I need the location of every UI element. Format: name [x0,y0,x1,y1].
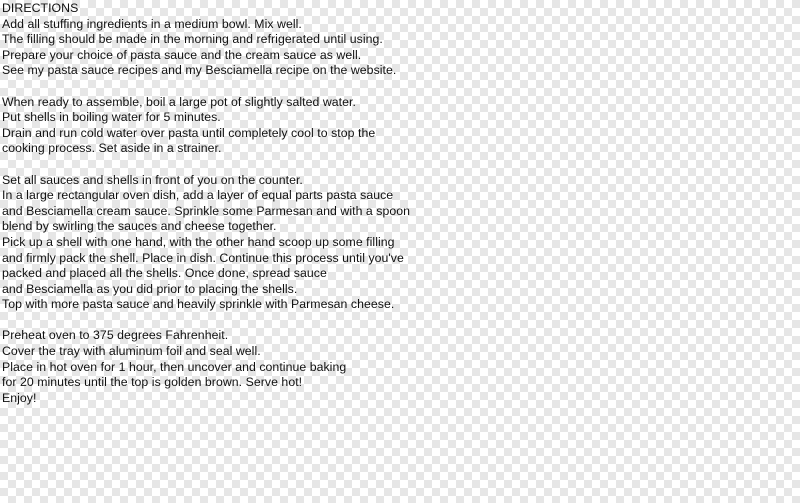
paragraph-bake [2,328,792,406]
text-line: Set all sauces and shells in front of you on the counter. [2,172,303,187]
text-line: When ready to assemble, boil a large pot of slightly salted water. [2,94,356,109]
paragraph-spacer [2,313,792,329]
text-line: Cover the tray with aluminum foil and seal well. [2,344,261,359]
text-line: Drain and run cold water over pasta until completely cool to stop the [2,125,376,140]
paragraph-spacer [2,157,792,173]
text-line: Put shells in boiling water for 5 minutes. [2,110,221,125]
text-line: In a large rectangular oven dish, add a layer of equal parts pasta sauce [2,188,394,203]
text-line: cooking process. Set aside in a strainer. [2,141,222,156]
paragraph-stuffing [2,17,792,79]
text-line: and Besciamella as you did prior to placing the shells. [2,281,298,296]
paragraph-boil-shells [2,95,792,157]
text-line: The filling should be made in the morning and refrigerated until using. [2,32,383,47]
text-line: Enjoy! [2,390,37,405]
text-line: packed and placed all the shells. Once done, spread sauce [2,266,327,281]
text-line: Add all stuffing ingredients in a medium bowl. Mix well. [2,16,302,31]
text-line: Pick up a shell with one hand, with the other hand scoop up some filling [2,234,395,249]
text-line: Top with more pasta sauce and heavily sprinkle with Parmesan cheese. [2,297,395,312]
directions-document [2,1,792,406]
paragraph-spacer [2,79,792,95]
paragraph-assemble [2,173,792,313]
directions-heading: DIRECTIONS [2,1,79,15]
text-line: for 20 minutes until the top is golden brown. Serve hot! [2,375,303,390]
text-line: Preheat oven to 375 degrees Fahrenheit. [2,328,229,343]
text-line: Place in hot oven for 1 hour, then uncover and continue baking [2,359,347,374]
text-line: and Besciamella cream sauce. Sprinkle some Parmesan and with a spoon [2,203,411,218]
text-line: Prepare your choice of pasta sauce and the cream sauce as well. [2,47,362,62]
text-line: See my pasta sauce recipes and my Besciamella recipe on the website. [2,63,397,78]
text-line: blend by swirling the sauces and cheese together. [2,219,277,234]
text-line: and firmly pack the shell. Place in dish. Continue this process until you've [2,250,404,265]
